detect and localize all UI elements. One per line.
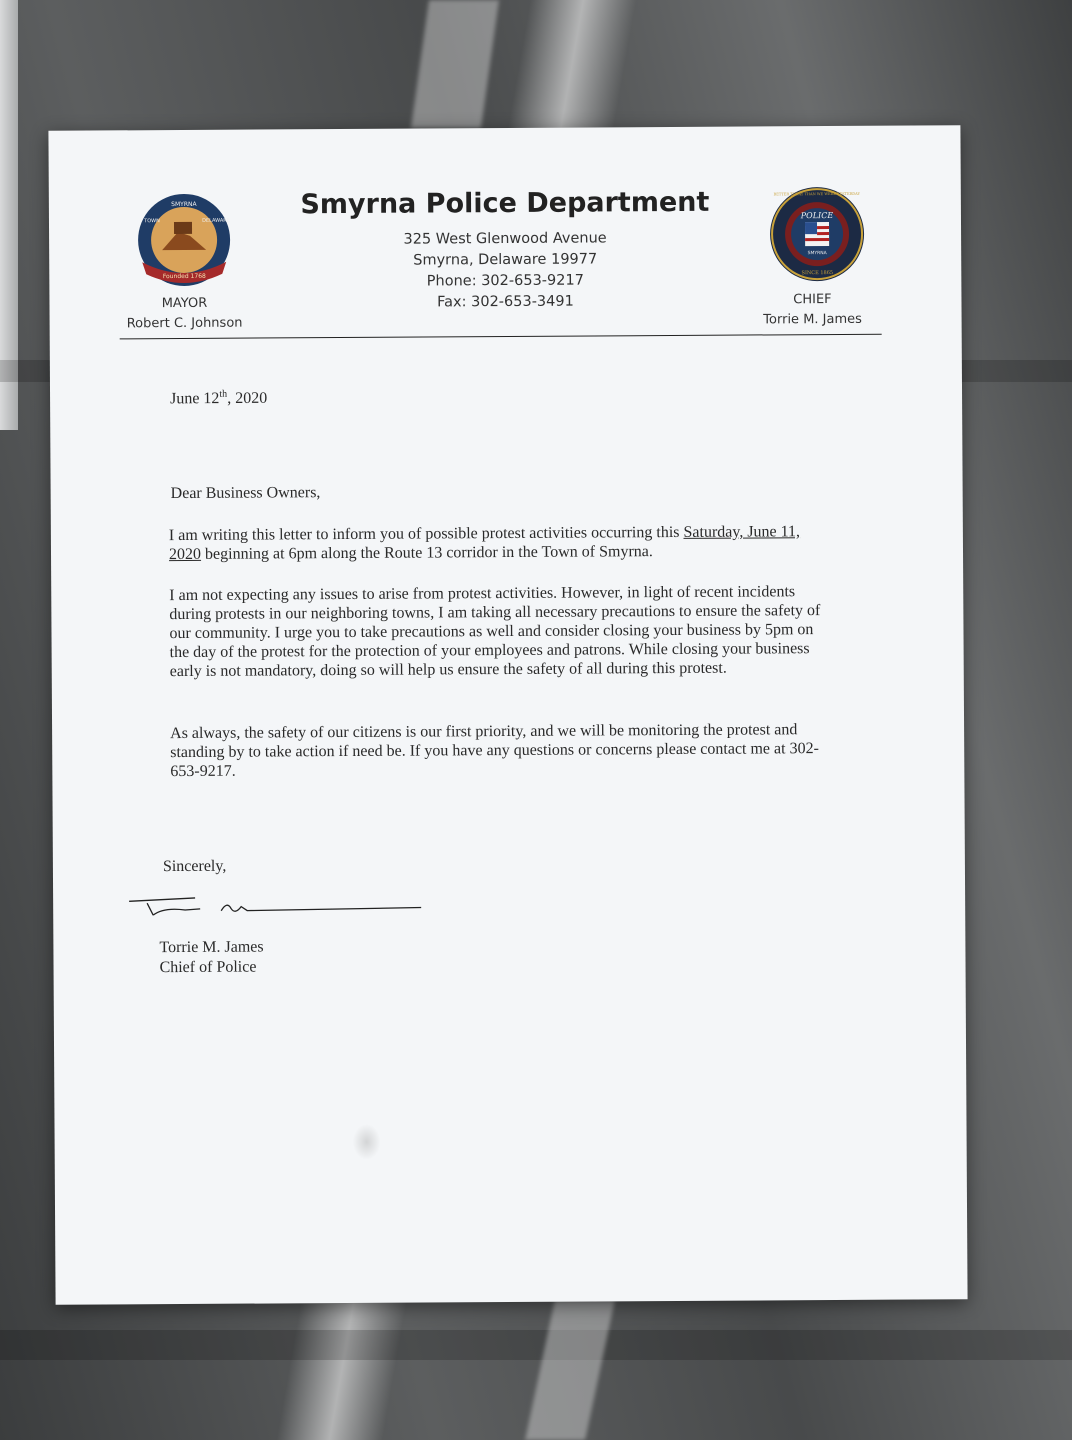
department-title: Smyrna Police Department [300, 186, 710, 221]
background-glare [411, 0, 499, 128]
signer-title: Chief of Police [159, 958, 257, 977]
address-street: 325 West Glenwood Avenue [403, 230, 607, 248]
closing: Sincerely, [162, 857, 227, 876]
signer-block [159, 937, 263, 978]
chief-block [737, 290, 887, 331]
address-phone: Phone: 302-653-9217 [426, 272, 584, 290]
letter-page [48, 125, 967, 1305]
paper-smudge [352, 1124, 380, 1160]
signature-mark [125, 894, 425, 926]
chief-role: CHIEF [793, 292, 832, 308]
mayor-block [109, 294, 259, 335]
police-badge-motto: BETTER TODAY THAN WE WERE YESTERDAY [773, 191, 861, 197]
town-seal-name: SMYRNA [171, 200, 197, 209]
police-badge-since: SINCE 1865 [801, 270, 834, 277]
town-seal-motto: Founded 1768 [162, 272, 206, 281]
protest-date-underlined: Saturday, June 11, 2020 [168, 523, 801, 564]
background-glare [525, 1300, 615, 1440]
date-month-day: June 12 [170, 390, 220, 408]
paragraph-3: As always, the safety of our citizens is our first priority, and we will be monitoring the protest and standing by to take action if need be. If you have any questions or concerns please contact me at 302-653-9217. [170, 721, 819, 781]
letterhead-divider [120, 334, 882, 340]
signer-name: Torrie M. James [159, 938, 264, 957]
letter-date [170, 384, 267, 408]
date-year: , 2020 [227, 389, 268, 408]
background-stripe [0, 1330, 1072, 1360]
address-city: Smyrna, Delaware 19977 [413, 251, 598, 269]
chief-name: Torrie M. James [763, 311, 862, 328]
town-seal-state: DELAWARE [202, 217, 230, 224]
paragraph-2: I am not expecting any issues to arise from protest activities. However, in light of recent incidents during protests in our neighboring towns, I am taking all necessary precautions to ensure the safety of our community. I urge you to take precautions as well and consider closing your business by 5pm on the day of the protest for the protection of your employees and patrons. While closing your business early is not mandatory, doing so will help us ensure the safety of all during this protest. [169, 583, 821, 681]
mayor-name: Robert C. Johnson [126, 315, 243, 332]
paragraph-1 [169, 522, 834, 564]
address-fax: Fax: 302-653-3491 [437, 293, 574, 311]
date-suffix: th [219, 388, 228, 400]
town-seal-town: TOWN [144, 218, 160, 225]
paragraph-1-start: I am writing this letter to inform you of possible protest activities occurring this [168, 523, 684, 545]
police-badge-word: POLICE [800, 211, 834, 221]
police-badge-logo [767, 184, 868, 285]
mayor-role: MAYOR [161, 295, 208, 312]
salutation: Dear Business Owners, [170, 484, 321, 503]
paragraph-1-end: beginning at 6pm along the Route 13 corridor in the Town of Smyrna. [200, 543, 653, 563]
police-badge-town: SMYRNA [807, 251, 827, 257]
